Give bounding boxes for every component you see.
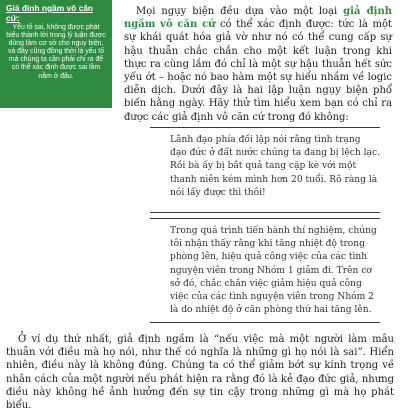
sidebar-definition-box: [0, 0, 112, 108]
example-box-1-text: Lãnh đạo phía đối lập nói rằng tình trạng đạo đức ở đất nước chúng ta đang bị lệch lạc. Rồi bà ấy bị bắt quả tang cặp kè với một thanh niên kém mình hơn 20 tuổi. Rõ ràng là nói lấy được thì thôi!: [170, 135, 380, 198]
example-box-2: [150, 218, 380, 323]
outro-paragraph: Ở ví dụ thứ nhất, giả định ngầm là “nếu việc mà một người làm mâu thuẫn với điều mà họ nói, như thế có nghĩa là những gì họ nói là sai”. Hiển nhiên, điều này là không đúng. Chúng ta có thể giảm bớt sự kính trọng về nhân cách của một người nếu phát hiện ra rằng đó là kẻ đạo đức giả, nhưng điều này không hề ảnh hưởng đến sự tin cậy trong những gì mà họ phát biểu.: [6, 334, 394, 412]
sidebar-title: Giả định ngầm vô căn cứ:: [6, 3, 94, 23]
sidebar-body: Yếu tố sai, không được phát biểu thành lời trong lý luận được dùng làm cơ sở cho nguy biện, và đây cũng đồng thời là yếu tố mà chúng ta cần phải chỉ ra để có thể xác định được sai lầm nằm ở đâu.: [6, 24, 106, 80]
example-box-2-text: Trong quá trình tiến hành thí nghiệm, chúng tôi nhận thấy rằng khi tăng nhiệt độ trong phòng lên, hiệu quả công việc của các tình nguyện viên trong Nhóm 1 giảm đi. Trên cơ sở đó, chắc chắn việc giảm hiệu quả công việc của các tình nguyện viên trong Nhóm 2 là do nhiệt độ ở căn phòng thứ hai tăng lên.: [170, 226, 377, 316]
intro-text-after: có thể xác định được: tức là một sự khái quát hóa giả vờ như nó có thể cung cấp sự hậu thuẫn chắc chắn cho một kết luận trong khi thực ra cùng lắm đó chỉ là một sự hậu thuẫn hết sức yếu ớt – hoặc nó bao hàm một sự hiểu nhầm về logic diễn dịch. Dưới đây là hai lập luận ngụy biện phổ biến hằng ngày. Hãy thử tìm hiểu xem bạn có chỉ ra được các giả định vô căn cứ trong đó không:: [124, 19, 392, 123]
intro-text-before: Mọi ngụy biện đều dựa vào một loại: [136, 6, 344, 17]
intro-highlight: giả định ngầm vô căn cứ: [124, 6, 392, 31]
intro-paragraph: [124, 5, 392, 124]
example-box-1: [150, 127, 380, 213]
